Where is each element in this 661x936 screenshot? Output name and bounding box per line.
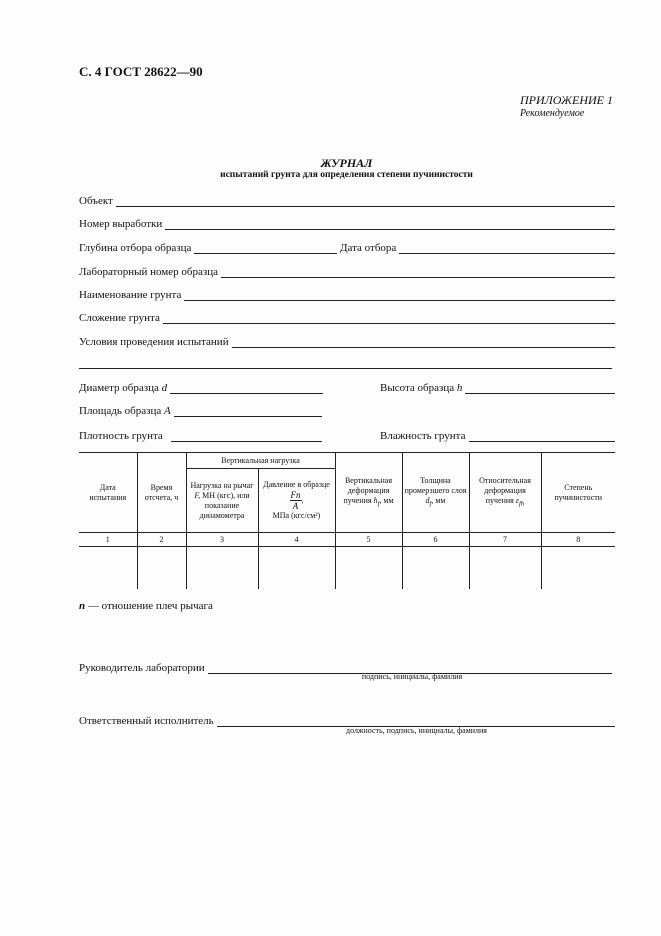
excavation-number-field[interactable] xyxy=(79,216,615,230)
sampling-date-label: Дата отбора xyxy=(340,242,397,254)
page-header: С. 4 ГОСТ 28622—90 xyxy=(79,64,203,79)
column-number: 6 xyxy=(402,533,469,547)
humidity-label: Влажность грунта xyxy=(380,430,466,442)
sample-height-label: Высота образца h xyxy=(380,382,463,394)
header-relative-deformation: Относительная деформация пучения $\varepsilon_{fh}$ xyxy=(469,453,541,533)
table-cell[interactable] xyxy=(79,547,137,589)
journal-title: ЖУРНАЛ xyxy=(320,156,373,170)
test-conditions-field[interactable] xyxy=(79,334,615,348)
column-number: 8 xyxy=(541,533,615,547)
soil-name-field[interactable] xyxy=(79,287,615,301)
sample-diameter-field[interactable] xyxy=(79,380,323,394)
lab-sample-number-label: Лабораторный номер образца xyxy=(79,266,218,278)
column-number: 7 xyxy=(469,533,541,547)
pressure-fraction: $\frac{Fn}{A}$ xyxy=(290,490,301,511)
journal-subtitle: испытаний грунта для определения степени пучинистости xyxy=(220,170,473,180)
soil-density-label: Плотность грунта xyxy=(79,430,163,442)
column-number: 3 xyxy=(186,533,258,547)
sampling-depth-label: Глубина отбора образца xyxy=(79,242,192,254)
soil-density-field[interactable] xyxy=(79,428,322,442)
header-frozen-thickness: Толщина промерзшего слоя $d_f$, мм xyxy=(402,453,469,533)
test-conditions-label: Условия проведения испытаний xyxy=(79,336,229,348)
column-number: 1 xyxy=(79,533,137,547)
table-cell[interactable] xyxy=(541,547,615,589)
humidity-field[interactable] xyxy=(380,428,615,442)
table-cell[interactable] xyxy=(469,547,541,589)
header-time: Время отсчета, ч xyxy=(137,453,186,533)
table-cell[interactable] xyxy=(402,547,469,589)
table-cell[interactable] xyxy=(335,547,402,589)
header-date: Дата испытания xyxy=(79,453,137,533)
sampling-date-field[interactable] xyxy=(340,240,615,254)
soil-composition-field[interactable] xyxy=(79,310,615,324)
journal-table xyxy=(79,452,615,589)
object-label: Объект xyxy=(79,195,113,207)
sample-area-field[interactable] xyxy=(79,403,322,417)
header-vertical-load: Вертикальная нагрузка xyxy=(186,453,335,469)
sampling-depth-field[interactable] xyxy=(79,240,337,254)
footnote xyxy=(79,600,213,612)
header-heaving-degree: Степень пучинистости xyxy=(541,453,615,533)
header-lever-load: Нагрузка на рычаг F, МН (кгс), или показание динамометра xyxy=(186,469,258,533)
table-cell[interactable] xyxy=(186,547,258,589)
excavation-number-label: Номер выработки xyxy=(79,218,163,230)
sample-height-field[interactable] xyxy=(380,380,615,394)
table-cell[interactable] xyxy=(258,547,335,589)
soil-composition-label: Сложение грунта xyxy=(79,312,160,324)
executor-caption: должность, подпись, инициалы, фамилия xyxy=(346,726,487,735)
soil-name-label: Наименование грунта xyxy=(79,289,182,301)
object-field[interactable] xyxy=(79,193,615,207)
table-cell[interactable] xyxy=(137,547,186,589)
lab-head-label: Руководитель лаборатории xyxy=(79,662,205,674)
table-row xyxy=(79,547,615,589)
lab-sample-number-field[interactable] xyxy=(79,264,615,278)
header-pressure: Давление в образце $\frac{Fn}{A}$ , МПа (кгс/см²) xyxy=(258,469,335,533)
column-number: 4 xyxy=(258,533,335,547)
column-number: 5 xyxy=(335,533,402,547)
footnote-symbol: n xyxy=(79,600,86,612)
lab-head-caption: подпись, инициалы, фамилия xyxy=(361,672,463,681)
sample-area-label: Площадь образца A xyxy=(79,405,171,417)
appendix-title: ПРИЛОЖЕНИЕ 1 xyxy=(520,93,613,107)
footnote-text: — отношение плеч рычага xyxy=(85,600,213,612)
column-number-row xyxy=(79,533,615,547)
appendix-status: Рекомендуемое xyxy=(520,108,585,119)
executor-label: Ответственный исполнитель xyxy=(79,715,214,727)
column-number: 2 xyxy=(137,533,186,547)
sample-diameter-label: Диаметр образца d xyxy=(79,382,168,394)
executor-signature-field[interactable] xyxy=(79,713,615,727)
header-vertical-deformation: Вертикальная деформация пучения $h_f$, мм xyxy=(335,453,402,533)
appendix-block xyxy=(520,93,613,121)
test-conditions-extra-line[interactable] xyxy=(79,368,612,369)
